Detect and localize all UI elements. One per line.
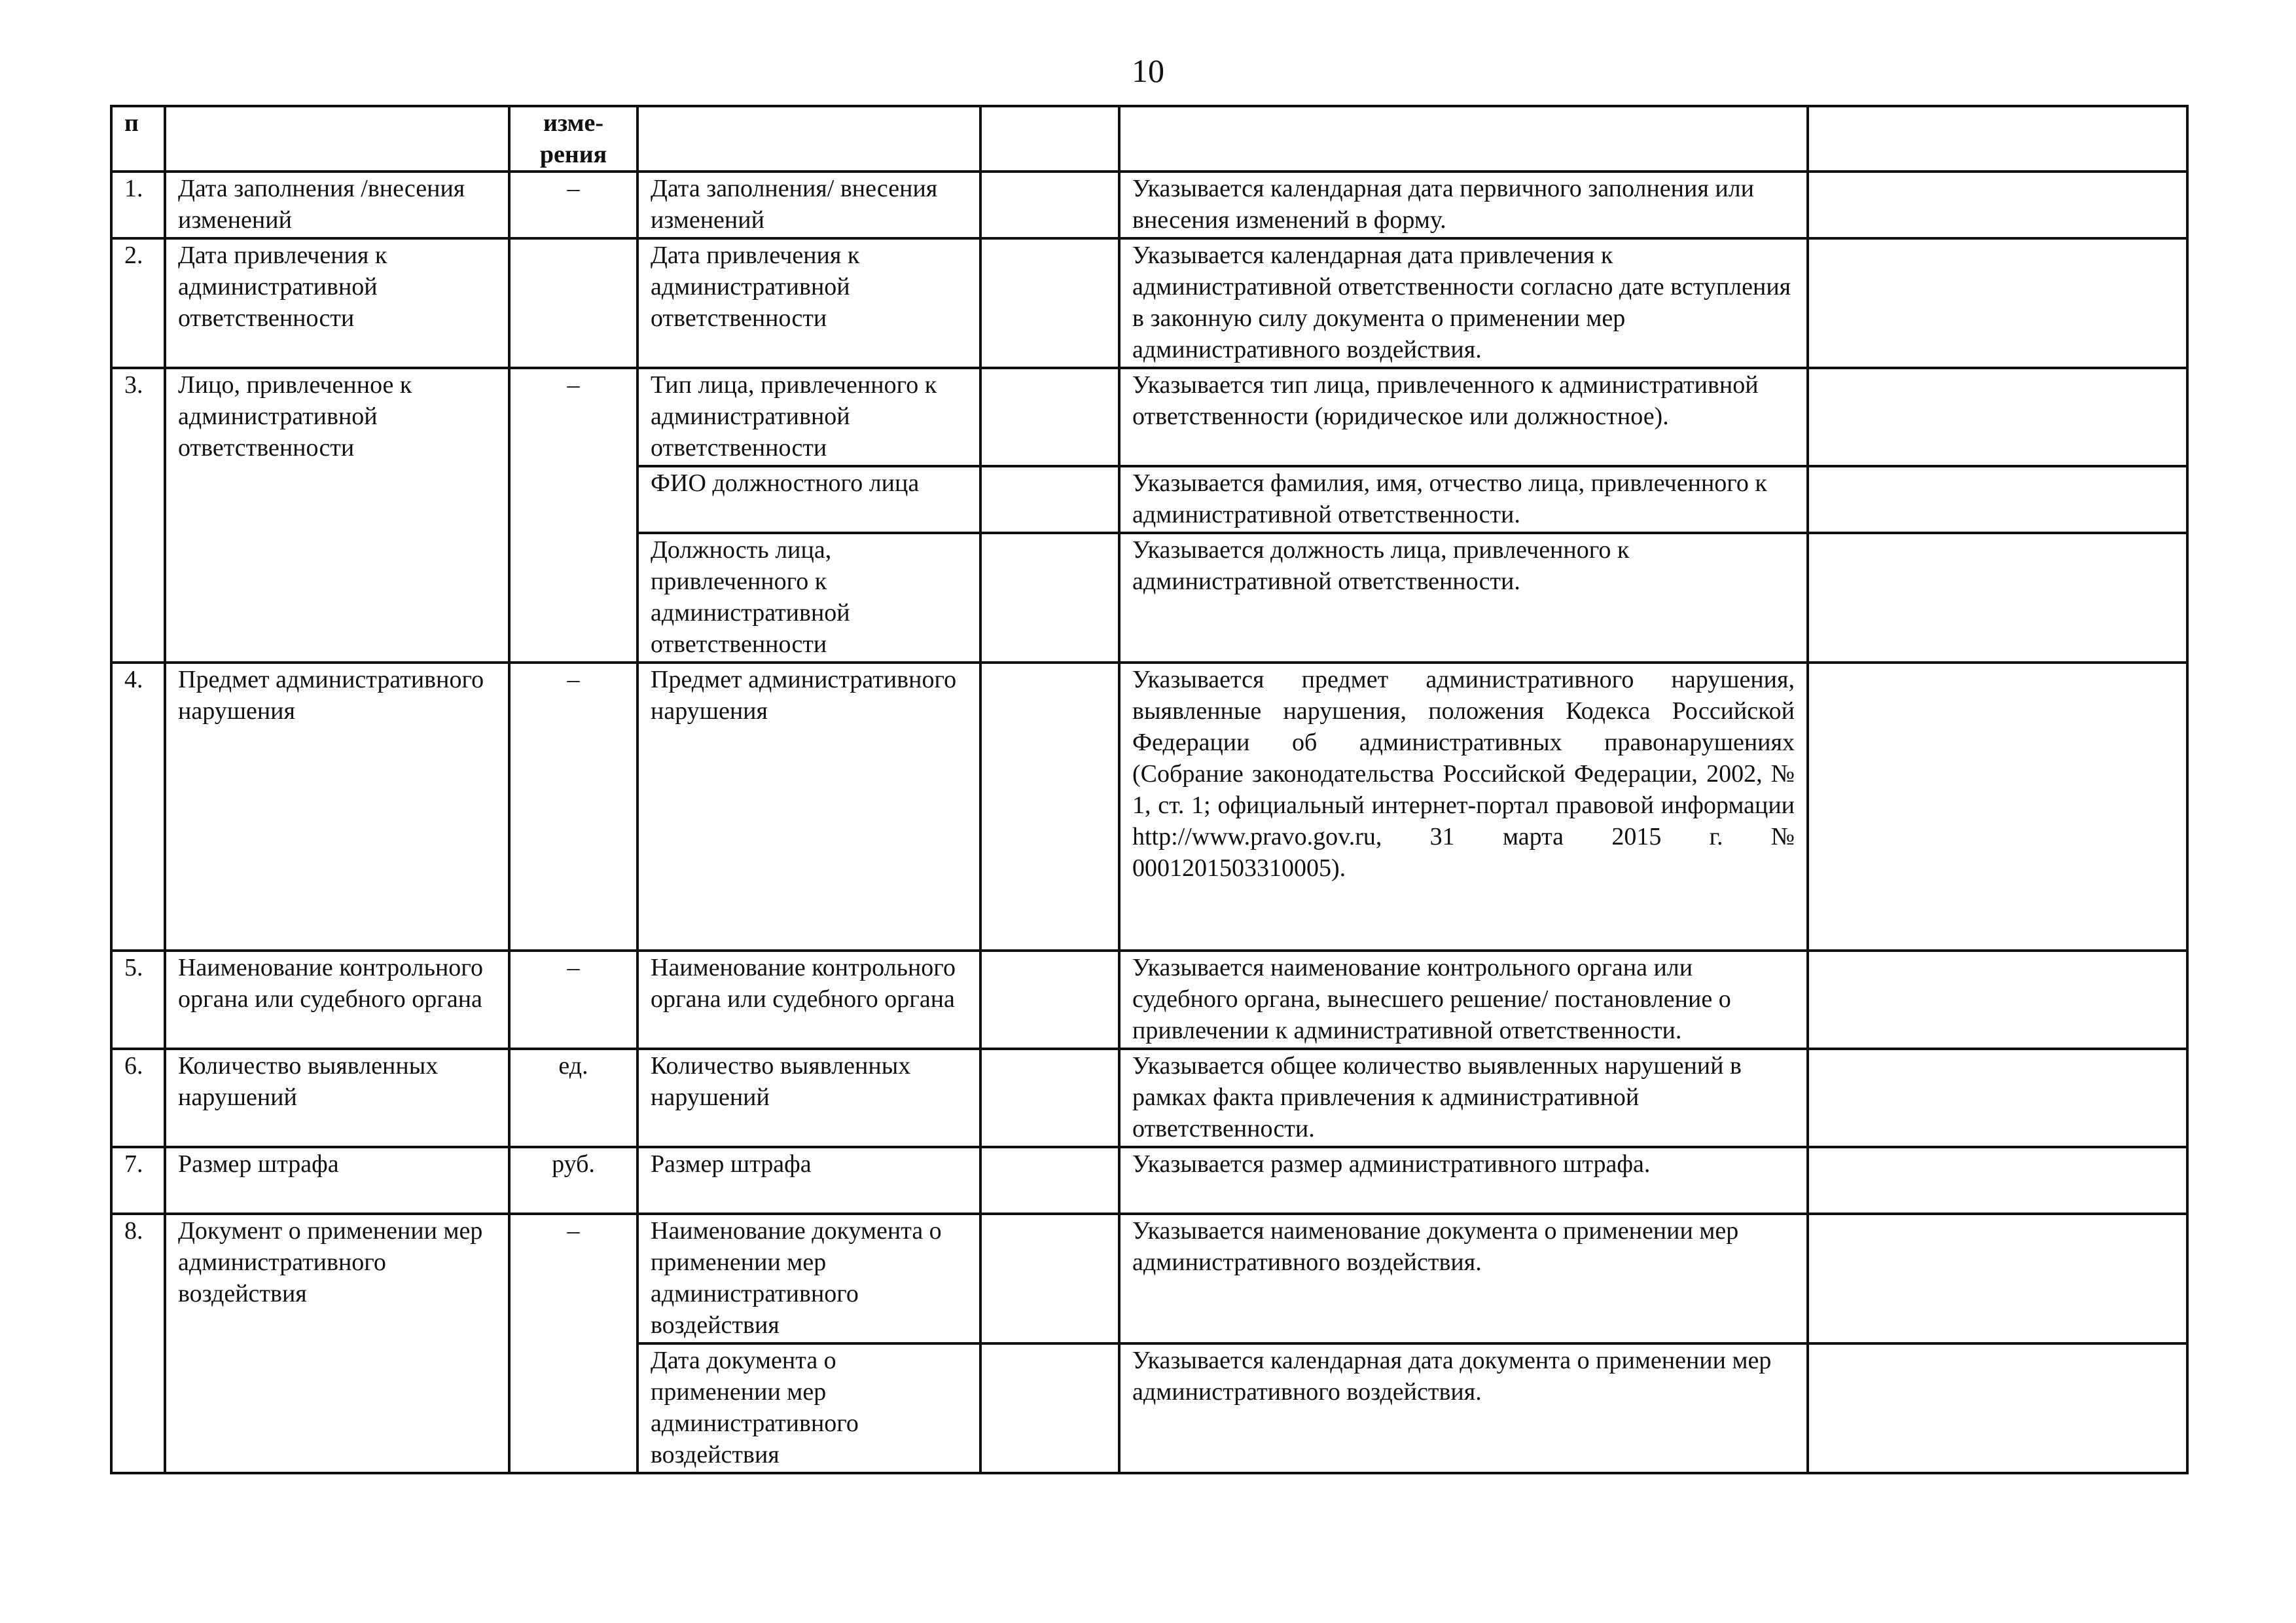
row-field: Размер штрафа xyxy=(637,1147,980,1214)
row-empty-cell xyxy=(1808,663,2187,951)
row-description: Указывается общее количество выявленных нарушений в рамках факта привлечения к административной ответственности. xyxy=(1119,1049,1808,1147)
row-empty-cell xyxy=(1808,1147,2187,1214)
table-row xyxy=(111,1214,2187,1343)
row-number: 7. xyxy=(111,1147,165,1214)
row-unit: – xyxy=(509,951,637,1049)
row-name: Дата привлечения к административной ответственности xyxy=(165,238,509,368)
row-field: Наименование контрольного органа или судебного органа xyxy=(637,951,980,1049)
table-row xyxy=(111,1049,2187,1147)
row-empty-cell xyxy=(980,951,1119,1049)
row-empty-cell xyxy=(1808,172,2187,238)
row-unit: – xyxy=(509,1214,637,1473)
row-unit: – xyxy=(509,663,637,951)
row-empty-cell xyxy=(1808,466,2187,533)
requirements-table xyxy=(110,105,2189,1474)
table-row xyxy=(111,238,2187,368)
row-number: 1. xyxy=(111,172,165,238)
header-num-cell: п xyxy=(111,106,165,172)
header-extra2-cell xyxy=(1808,106,2187,172)
table-row xyxy=(111,368,2187,466)
row-empty-cell xyxy=(1808,368,2187,466)
row-empty-cell xyxy=(980,663,1119,951)
header-unit-cell xyxy=(509,106,637,172)
header-name-cell xyxy=(165,106,509,172)
page-number: 10 xyxy=(1132,52,1164,89)
row-unit: – xyxy=(509,172,637,238)
row-name: Количество выявленных нарушений xyxy=(165,1049,509,1147)
row-name: Наименование контрольного органа или судебного органа xyxy=(165,951,509,1049)
row-empty-cell xyxy=(1808,1049,2187,1147)
row-number: 3. xyxy=(111,368,165,663)
row-empty-cell xyxy=(980,1147,1119,1214)
row-empty-cell xyxy=(980,533,1119,663)
row-description: Указывается календарная дата первичного заполнения или внесения изменений в форму. xyxy=(1119,172,1808,238)
row-empty-cell xyxy=(980,1214,1119,1343)
row-field: Дата документа о применении мер административного воздействия xyxy=(637,1343,980,1473)
row-field: Предмет административного нарушения xyxy=(637,663,980,951)
table-row xyxy=(111,951,2187,1049)
row-field: Дата заполнения/ внесения изменений xyxy=(637,172,980,238)
row-name: Дата заполнения /внесения изменений xyxy=(165,172,509,238)
row-field: Дата привлечения к административной ответственности xyxy=(637,238,980,368)
row-empty-cell xyxy=(1808,238,2187,368)
header-field-cell xyxy=(637,106,980,172)
row-empty-cell xyxy=(980,1049,1119,1147)
row-unit: руб. xyxy=(509,1147,637,1214)
row-field: ФИО должностного лица xyxy=(637,466,980,533)
row-empty-cell xyxy=(1808,533,2187,663)
header-extra1-cell xyxy=(980,106,1119,172)
row-field: Наименование документа о применении мер административного воздействия xyxy=(637,1214,980,1343)
row-empty-cell xyxy=(980,172,1119,238)
row-empty-cell xyxy=(1808,1214,2187,1343)
row-description: Указывается наименование контрольного органа или судебного органа, вынесшего решение/ постановление о привлечении к административной ответственности. xyxy=(1119,951,1808,1049)
row-name: Документ о применении мер административного воздействия xyxy=(165,1214,509,1473)
row-number: 2. xyxy=(111,238,165,368)
row-unit: ед. xyxy=(509,1049,637,1147)
table-row xyxy=(111,1147,2187,1214)
table-row xyxy=(111,172,2187,238)
row-description: Указывается должность лица, привлеченного к административной ответственности. xyxy=(1119,533,1808,663)
table-row xyxy=(111,663,2187,951)
row-unit: – xyxy=(509,368,637,663)
header-unit-label: изме- рения xyxy=(539,109,607,168)
row-description: Указывается предмет административного нарушения, выявленные нарушения, положения Кодекса Российской Федерации об административных правонарушениях (Собрание законодательства Российской Федерации, 2002, № 1, ст. 1; официальный интернет-портал правовой информации http://www.pravo.gov.ru, 31 марта 2015 г. № 0001201503310005). xyxy=(1119,663,1808,951)
row-number: 8. xyxy=(111,1214,165,1473)
row-description: Указывается фамилия, имя, отчество лица, привлеченного к административной ответственности. xyxy=(1119,466,1808,533)
header-desc-cell xyxy=(1119,106,1808,172)
row-number: 6. xyxy=(111,1049,165,1147)
row-empty-cell xyxy=(980,238,1119,368)
row-number: 5. xyxy=(111,951,165,1049)
row-number: 4. xyxy=(111,663,165,951)
table-header-row xyxy=(111,106,2187,172)
row-empty-cell xyxy=(980,368,1119,466)
row-description: Указывается наименование документа о применении мер административного воздействия. xyxy=(1119,1214,1808,1343)
row-empty-cell xyxy=(980,466,1119,533)
row-unit xyxy=(509,238,637,368)
row-description: Указывается тип лица, привлеченного к административной ответственности (юридическое или должностное). xyxy=(1119,368,1808,466)
row-name: Предмет административного нарушения xyxy=(165,663,509,951)
row-description: Указывается размер административного штрафа. xyxy=(1119,1147,1808,1214)
row-field: Количество выявленных нарушений xyxy=(637,1049,980,1147)
row-name: Размер штрафа xyxy=(165,1147,509,1214)
row-empty-cell xyxy=(980,1343,1119,1473)
row-description: Указывается календарная дата привлечения к административной ответственности согласно дате вступления в законную силу документа о применении мер административного воздействия. xyxy=(1119,238,1808,368)
row-field: Тип лица, привлеченного к административной ответственности xyxy=(637,368,980,466)
row-empty-cell xyxy=(1808,1343,2187,1473)
row-field: Должность лица, привлеченного к административной ответственности xyxy=(637,533,980,663)
row-empty-cell xyxy=(1808,951,2187,1049)
row-name: Лицо, привлеченное к административной ответственности xyxy=(165,368,509,663)
row-description: Указывается календарная дата документа о применении мер административного воздействия. xyxy=(1119,1343,1808,1473)
